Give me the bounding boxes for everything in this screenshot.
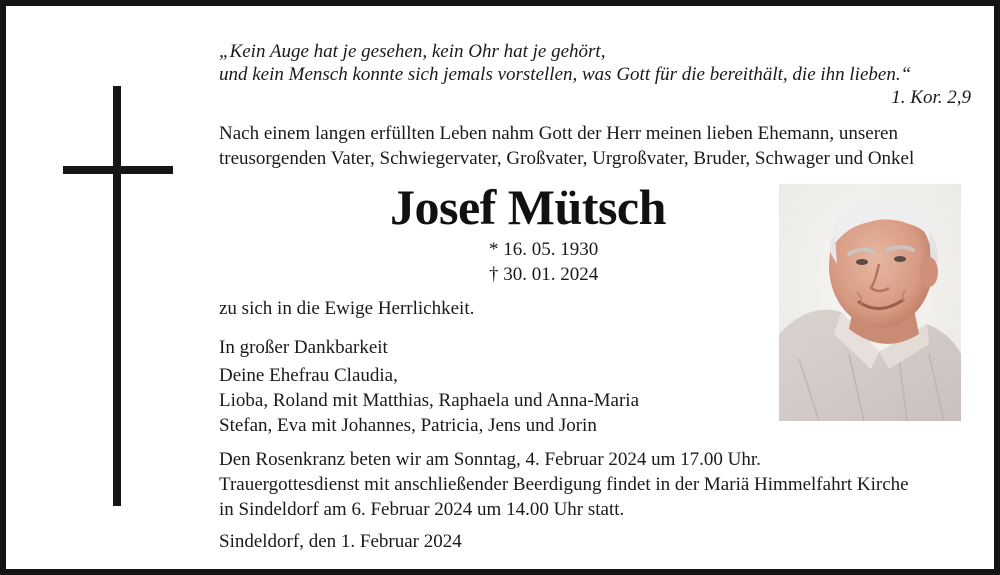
cross-horizontal-bar <box>63 166 173 174</box>
closing-phrase: zu sich in die Ewige Herrlichkeit. <box>219 298 475 319</box>
intro-line-1: Nach einem langen erfüllten Leben nahm Gott der Herr meinen lieben Ehemann, unseren <box>219 123 898 144</box>
mourners-line-2: Lioba, Roland mit Matthias, Raphaela und Anna-Maria <box>219 390 640 411</box>
quote-reference: 1. Kor. 2,9 <box>891 87 971 108</box>
service-line-2: Trauergottesdienst mit anschließender Beerdigung findet in der Mariä Himmelfahrt Kirche <box>219 474 909 495</box>
service-details <box>219 447 909 522</box>
portrait-photo <box>779 184 961 421</box>
birth-date: * 16. 05. 1930 <box>489 239 599 260</box>
intro-text <box>219 121 914 171</box>
place-and-date: Sindeldorf, den 1. Februar 2024 <box>219 531 462 552</box>
deceased-name: Josef Mütsch <box>390 179 666 235</box>
mourners-line-3: Stefan, Eva mit Johannes, Patricia, Jens und Jorin <box>219 415 597 436</box>
death-date: † 30. 01. 2024 <box>489 264 599 285</box>
quote-line-1: „Kein Auge hat je gesehen, kein Ohr hat je gehört, <box>219 41 606 62</box>
service-line-1: Den Rosenkranz beten wir am Sonntag, 4. Februar 2024 um 17.00 Uhr. <box>219 449 761 470</box>
mourners-line-1: Deine Ehefrau Claudia, <box>219 365 398 386</box>
bible-quote <box>219 40 971 109</box>
quote-line-2: und kein Mensch konnte sich jemals vorstellen, was Gott für die bereithält, die ihn lieben.“ <box>219 64 912 85</box>
service-line-3: in Sindeldorf am 6. Februar 2024 um 14.00 Uhr statt. <box>219 499 625 520</box>
portrait-image <box>779 184 961 421</box>
gratitude-line: In großer Dankbarkeit <box>219 337 388 358</box>
intro-line-2: treusorgenden Vater, Schwiegervater, Großvater, Urgroßvater, Bruder, Schwager und Onkel <box>219 148 915 169</box>
cross-vertical-bar <box>113 86 121 506</box>
life-dates <box>489 237 598 287</box>
mourners-list <box>219 363 639 438</box>
